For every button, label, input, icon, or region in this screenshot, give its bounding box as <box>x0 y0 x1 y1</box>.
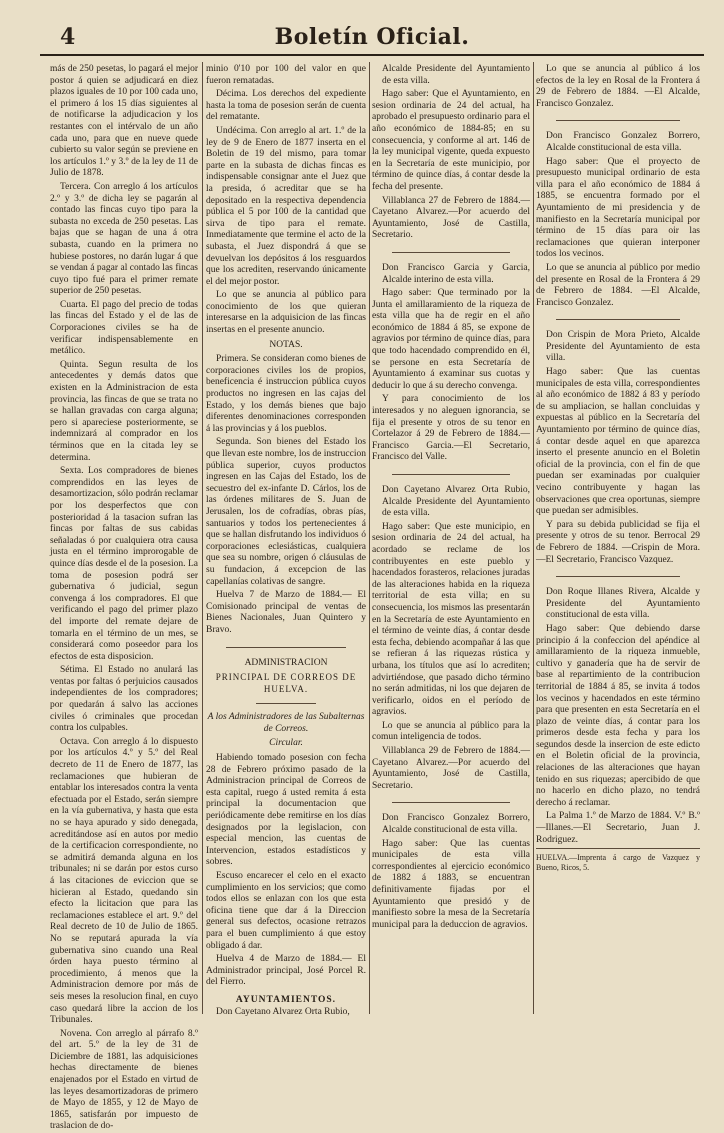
paragraph: más de 250 pesetas, lo pagará el mejor postor á quien se adjudicará en diez plazos iguales de 10 por 100 cada uno, el primero á los 15 días siguientes al de notificarse la adjudicacion y los restantes con el intérvalo de un año cada uno, para que en nueve quede cubierto su valor según se previene en los artículos 1.º y 3.º de la ley de 11 de Julio de 1878. <box>50 64 198 179</box>
page-number: 4 <box>60 24 76 50</box>
official-name: Don Francisco Garcia y Garcia, Alcalde interino de esta villa. <box>382 262 530 285</box>
section-divider <box>556 576 680 577</box>
page-header <box>40 22 704 56</box>
edict-block <box>536 330 700 566</box>
paragraph: Décima. Los derechos del expediente hasta la toma de posesion serán de cuenta del rematante. <box>206 89 366 123</box>
edict-block <box>536 64 700 110</box>
admin-addressee: A los Administradores de las Subalternas de Correos. <box>207 712 365 734</box>
paragraph: Tercera. Con arreglo á los artículos 2.º y 3.º de dicha ley se pagarán al contado las fincas cuyo tipo para la subasta no exceda de 250 pesetas. Las bajas que se hagan de una á otra subasta, cuando en la primera no hubiese postores, no darán lugar á que se vendan á pagar al contado las fincas cuyo tipo fué para el primer remate superior de 250 pesetas. <box>50 181 198 297</box>
edict-block <box>372 64 530 242</box>
admin-subheading: PRINCIPAL DE CORREOS DE HUELVA. <box>215 672 357 694</box>
notas-heading: NOTAS. <box>269 339 303 350</box>
paragraph: Villablanca 29 de Febrero de 1884.—Cayetano Alvarez.—Por acuerdo del Ayuntamiento, José de Castilla, Secretario. <box>372 746 530 791</box>
paragraph: Huelva 4 de Marzo de 1884.— El Administrador principal, José Porcel R. del Fierro. <box>206 954 366 988</box>
paragraph: Lo que se anuncia al público para la comun inteligencia de todos. <box>372 720 530 743</box>
paragraph: Y para su debida publicidad se fija el presente y otros de su tenor. Berrocal 29 de Febrero de 1884. —Crispin de Mora. —El Secretario, Francisco Vazquez. <box>536 519 700 565</box>
paragraph: Primera. Se consideran como bienes de corporaciones civiles los de propios, beneficencia é instruccion pública cuyos productos no ingresen en las cajas del Estado, y los demás bienes que bajo diferentes denominaciones corresponden á las provincias y á los pueblos. <box>206 354 366 434</box>
paragraph: Y para conocimiento de los interesados y no aleguen ignorancia, se fija el presente y otros de su tenor en Cortelazor á 29 de Febrero de 1884.—Francisco Garcia.—El Secretario, Francisco del Valle. <box>372 394 530 463</box>
edict-block <box>372 485 530 792</box>
section-divider <box>256 703 316 704</box>
official-name: Alcalde Presidente del Ayuntamiento de esta villa. <box>382 64 530 86</box>
column-rule <box>533 62 534 1014</box>
official-name: Don Francisco Gonzalez Borrero, Alcalde constitucional de esta villa. <box>546 131 700 153</box>
paragraph: Hago saber: Que debiendo darse principio á la confeccion del apéndice al amillaramiento de la riqueza inmueble, cultivo y ganadería que ha de servir de base al repartimiento de la contribucion territorial de 1884 á 85, se invita á todos los vecinos y hacendados en este término para que presenten en esta Secretaría en el plazo de veinte días, á contar para los primeros desde esta fecha y para los segundos desde la insercion de este edicto en el Boletin oficial de la provincia, relaciones de las alteraciones que hayan tenido en sus riquezas; apercibido de que no hacerlo en dicho plazo, no tendrá derecho á reclamar. <box>536 623 700 808</box>
official-name: Don Francisco Gonzalez Borrero, Alcalde constitucional de esta villa. <box>382 813 530 836</box>
official-name: Don Cayetano Alvarez Orta Rubio, Alcalde Presidente del Ayuntamiento de esta villa. <box>382 485 530 519</box>
printer-imprint: HUELVA.—Imprenta á cargo de Vazquez y Bueno, Ricos, 5. <box>536 848 700 873</box>
edict-block <box>372 813 530 931</box>
paragraph: Hago saber: Que las cuentas municipales de esta villa, correspondientes al año económico de 1882 á 83 y período de su ampliacion, se hallan concluidas y expuestas al público en la Secretaría del Ayuntamiento por término de quince días, á contar desde aquel en que aparezca inserto el presente anuncio en el Boletin oficial de la provincia, con el fin de que puedan ser examinadas por cualquier vecino contribuyente y hagan las observaciones que crea oportunas, siempre que puedan ser admisibles. <box>536 367 700 517</box>
section-divider <box>226 647 346 648</box>
paragraph: La Palma 1.º de Marzo de 1884. V.º B.º—Illanes.—El Secretario, Juan J. Rodriguez. <box>536 811 700 845</box>
paragraph: Hago saber: Que el proyecto de presupuesto municipal ordinario de esta villa para el año económico de 1884 á 1885, se encuentra formado por el Ayuntamiento de mi presidencia y de manifiesto en la Secretaría municipal por término de 15 días para oir las reclamaciones que quieran interponer todos los vecinos. <box>536 156 700 260</box>
section-divider <box>392 802 510 803</box>
paragraph: Sétima. El Estado no anulará las ventas por faltas ó perjuicios causados independientes de los compradores; por quedarán á salvo las acciones civiles ó criminales que procedan contra los culpables. <box>50 665 198 734</box>
paragraph: Octava. Con arreglo á lo dispuesto por los artículos 4.º y 5.º del Real decreto de 11 de Enero de 1877, las reclamaciones que hubieran de entablar los interesados contra la venta efectuada por el Estado, serán siempre en la vía gubernativa, y hasta que esta no se haya apurado y sido denegada, acreditándose así en autos por medio de la certificacion correspondiente, no se admitirá demanda alguna en los tribunales; ni se darán por estos curso á las citaciones de eviccion que se hicieran al Estado, quedando sin efecto la licitacion que para las reclamaciones establece el art. 9.º del Real decreto de 10 de Julio de 1865. No se reputará apurada la vía gubernativa sino cuando una Real órden haya puesto término al procedimiento, á menos que la Administracion demore por más de seis meses la resolucion final, en cuyo caso quedará libre la accion de los Tribunales. <box>50 736 198 1026</box>
official-name: Don Crispin de Mora Prieto, Alcalde Presidente del Ayuntamiento de esta villa. <box>546 330 700 364</box>
paragraph: Habiendo tomado posesion con fecha 28 de Febrero próximo pasado de la Administracion principal de Correos de esta capital, ruego á usted remita á esta principal la documentacion que periódicamente debe remitirse en los días designados por la legislacion, con especial mencion, las cuentas de Intervencion, estados estadísticos y sobres. <box>206 753 366 868</box>
paragraph: Lo que se anuncia al público á los efectos de la ley en Rosal de la Frontera á 29 de Febrero de 1884. —El Alcalde, Francisco Gonzalez. <box>536 64 700 109</box>
paragraph: Segunda. Son bienes del Estado los que llevan este nombre, los de instruccion pública superior, cuyos productos ingresen en las Cajas del Estado, los de secuestro del ex-infante D. Cárlos, los de las órdenes militares de S. Juan de Jerusalen, los de cofradías, obras pías, santuarios y todos los pertenecientes á que se hallan disfrutando los individuos ó corporaciones eclesiásticas, cualquiera que sea su nombre, origen ó cláusulas de su fundacion, á excepcion de las capellanías colativas de sangre. <box>206 437 366 587</box>
column-rule <box>202 62 203 1014</box>
paragraph: Sexta. Los compradores de bienes comprendidos en las leyes de desamortizacion, sólo podrán reclamar por los desperfectos que con posterioridad á la tasacion sufran las fincas por faltas de sus cabidas señaladas ó por cualquiera otra causa justa en el término improrogable de quince días desde el de la posesion. La toma de posesion podrá ser gubernativa ó judicial, segun convenga á los compradores. El que verificando el pago del primer plazo del importe del remate dejare de tomarla en el término de un mes, se considerará como poseedor para los efectos de esta disposicion. <box>50 466 198 662</box>
admin-heading: ADMINISTRACION <box>244 657 328 668</box>
paragraph: Novena. Con arreglo al párrafo 8.º del art. 5.º de la ley de 31 de Diciembre de 1881, las adquisiciones hechas directamente de bienes enajenados por el Estado en virtud de las leyes desamortizadoras de primero de Mayo de 1855, y 12 de Mayo de 1865, satisfarán por impuesto de traslacion de do- <box>50 1028 198 1132</box>
paragraph: Lo que se anuncia al público para conocimiento de los que quieran interesarse en la adquisicion de las fincas insertas en el presente anuncio. <box>206 290 366 336</box>
paragraph: Hago saber: Que terminado por la Junta el amillaramiento de la riqueza de esta villa que ha de regir en el año económico de 1884 á 85, se expone de agravios por término de quince días, para que todo hacendado comprendido en él, se persone en esta Secretaría de Ayuntamiento á examinar sus cuotas y deducir lo que á su derecho convenga. <box>372 288 530 391</box>
ayuntamientos-heading: AYUNTAMIENTOS. <box>235 994 337 1005</box>
edict-block <box>536 587 700 846</box>
column-3 <box>372 64 530 1014</box>
page-title: Boletín Oficial. <box>274 24 470 50</box>
column-rule <box>369 62 370 1014</box>
section-divider <box>556 120 680 121</box>
edict-block <box>536 131 700 309</box>
paragraph: Hago saber: Que este municipio, en sesion ordinaria de 24 del actual, ha acordado se reclame de los contribuyentes en este pueblo y hacendados forasteros, relaciones juradas de las alteraciones habida en la riqueza territorial de esta villa; en su consecuencia, los mismos las presentarán en la Secretaría de este Ayuntamiento en el término de veinte días, á contar desde esta fecha, debiendo acompañar á las que se refieran á las riquezas rústica y urbana, los títulos que así lo acrediten; advirtiéndose, que pasado dicho término no serán admitidas, ni los que dejaren de verificarlo, oidos en el período de agravios. <box>372 521 530 718</box>
paragraph: Escuso encarecer el celo en el exacto cumplimiento en los servicios; que como todos ellos se enlazan con los que esta oficina tiene que dar á la Direccion general sus defectos, ocasione retrazos para el buen cumplimiento á que estoy obligado á dar. <box>206 871 366 951</box>
edict-block <box>372 263 530 464</box>
official-name: Don Cayetano Alvarez Orta Rubio, <box>216 1006 350 1017</box>
column-2 <box>206 64 366 1017</box>
circular-label: Circular. <box>269 738 303 749</box>
section-divider <box>556 319 680 320</box>
paragraph: Undécima. Con arreglo al art. 1.º de la ley de 9 de Enero de 1877 inserta en el Boletin de 19 del mismo, para tomar parte en la subasta de dichas fincas es indispensable consignar ante el Juez que la presida, ó acreditar que se ha depositado en la respectiva dependencia pública el 5 por 100 de la cantidad que sirva de tipo para el remate. Inmediatamente que termine el acto de la subasta, el Juez dispondrá á que se devuelvan los depósitos á los resguardos que los acrediten, reservando únicamente el del mejor postor. <box>206 125 366 287</box>
paragraph: minio 0'10 por 100 del valor en que fueron rematadas. <box>206 64 366 86</box>
official-name: Don Roque Illanes Rivera, Alcalde y Presidente del Ayuntamiento constitucional de esta villa. <box>546 587 700 621</box>
paragraph: Hago saber: Que el Ayuntamiento, en sesion ordinaria de 24 del actual, ha aprobado el presupuesto ordinario para el año económico de 1884-85; en su consecuencia, y conforme al art. 146 de la ley municipal vigente, queda expuesto en la Secretaría de este municipio, por término de quince días, á contar desde la fecha del presente. <box>372 89 530 192</box>
section-divider <box>392 252 510 253</box>
paragraph: Huelva 7 de Marzo de 1884.— El Comisionado principal de ventas de Bienes Nacionales, Juan Quintero y Bravo. <box>206 590 366 635</box>
column-4 <box>536 64 700 1014</box>
paragraph: Quinta. Segun resulta de los antecedentes y demás datos que existen en la Administracion de esta provincia, las fincas de que se trata no se hallan gravadas con carga alguna; pero si apareciese posteriormente, se indemnizará al comprador en los términos que en la citada ley se determina. <box>50 359 198 463</box>
paragraph: Lo que se anuncia al público por medio del presente en Rosal de la Frontera á 29 de Febrero de 1884. —El Alcalde, Francisco Gonzalez. <box>536 262 700 308</box>
paragraph: Villablanca 27 de Febrero de 1884.—Cayetano Alvarez.—Por acuerdo del Ayuntamiento, José de Castilla, Secretario. <box>372 195 530 241</box>
paragraph: Hago saber: Que las cuentas municipales de esta villa correspondientes al ejercicio económico de 1882 á 1883, se encuentran definitivamente fijadas por el Ayuntamiento que presidó y de manifiesto sobre la mesa de la Secretaría municipal para la deduccion de agravios. <box>372 838 530 930</box>
paragraph: Cuarta. El pago del precio de todas las fincas del Estado y el de las de Corporaciones civiles se ha de verificar indispensablemente en metálico. <box>50 299 198 357</box>
column-1 <box>50 64 198 1132</box>
section-divider <box>392 474 510 475</box>
